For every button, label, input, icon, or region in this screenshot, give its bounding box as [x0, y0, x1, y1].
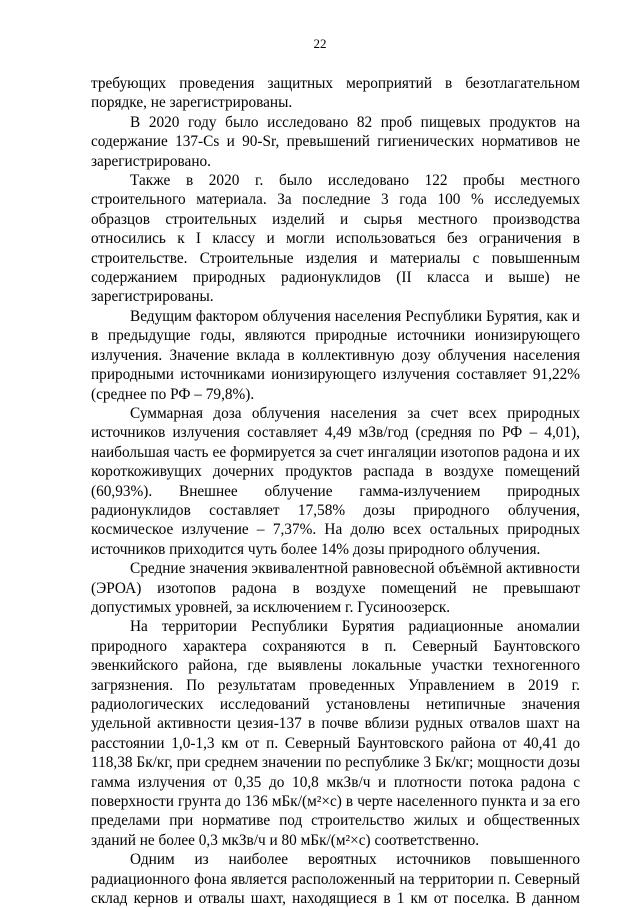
paragraph: В 2020 году было исследовано 82 проб пищевых продуктов на содержание 137-Cs и 90-Sr, превышений гигиенических нормативов не зарегистрировано. [91, 113, 580, 170]
paragraph: Одним из наиболее вероятных источников повышенного радиационного фона является расположенный на территории п. Северный склад кернов и отвалы шахт, находящиеся в 1 км от поселка. В данном [91, 851, 580, 908]
paragraph: Также в 2020 г. было исследовано 122 пробы местного строительного материала. За последние 3 года 100 % исследуемых образцов строительных изделий и сырья местного производства относились к I классу и могли использоваться без ограничения в строительстве. Строительные изделия и материалы с повышенным содержанием природных радионуклидов (II класса и выше) не зарегистрированы. [91, 172, 580, 306]
paragraph: Ведущим фактором облучения населения Республики Бурятия, как и в предыдущие годы, являются природные источники ионизирующего излучения. Значение вклада в коллективную дозу облучения населения природными источниками ионизирующего излучения составляет 91,22% (среднее по РФ – 79,8%). [91, 307, 580, 403]
page-number: 22 [313, 36, 327, 51]
body-text [91, 74, 580, 908]
paragraph: требующих проведения защитных мероприятий в безотлагательном порядке, не зарегистрированы. [91, 75, 580, 112]
paragraph: Средние значения эквивалентной равновесной объёмной активности (ЭРОА) изотопов радона в воздухе помещений не превышают допустимых уровней, за исключением г. Гусиноозерск. [91, 560, 580, 616]
paragraph: Суммарная доза облучения населения за счет всех природных источников излучения составляет 4,49 мЗв/год (средняя по РФ – 4,01), наибольшая часть ее формируется за счет ингаляции изотопов радона и их короткоживущих дочерних продуктов распада в воздухе помещений (60,93%). Внешнее облучение гамма-излучением природных радионуклидов составляет 17,58% дозы природного облучения, космическое излучение – 7,37%. На долю всех остальных природных источников приходится чуть более 14% дозы природного облучения. [91, 404, 580, 558]
paragraph: На территории Республики Бурятия радиационные аномалии природного характера сохраняются в п. Северный Баунтовского эвенкийского района, где выявлены локальные участки техногенного загрязнения. По результатам проведенных Управлением в 2019 г. радиологических исследований установлены нетипичные значения удельной активности цезия-137 в почве вблизи рудных отвалов шахт на расстоянии 1,0-1,3 км от п. Северный Баунтовского района от 40,41 до 118,38 Бк/кг, при среднем значении по республике 3 Бк/кг; мощности дозы гамма излучения от 0,35 до 10,8 мкЗв/ч и плотности потока радона с поверхности грунта до 136 мБк/(м²×с) в черте населенного пункта и за его пределами при нормативе под строительство жилых и общественных зданий не более 0,3 мкЗв/ч и 80 мБк/(м²×с) соответственно. [91, 618, 580, 849]
